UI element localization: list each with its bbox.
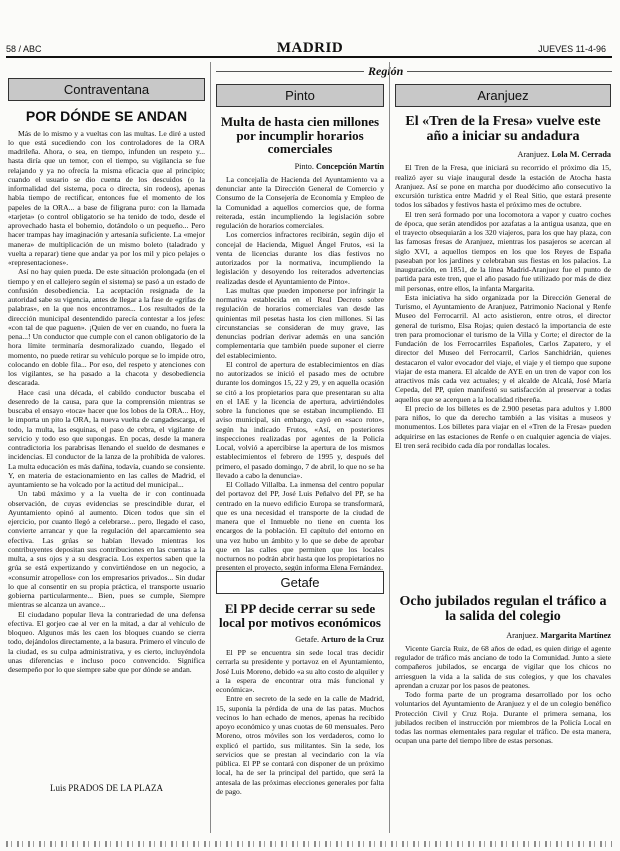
aranjuez-body <box>395 163 611 587</box>
byline-author: Lola M. Cerrada <box>551 150 611 160</box>
getafe-body <box>216 648 384 796</box>
byline-place: Aranjuez. <box>517 150 550 160</box>
paragraph: El Collado Villalba. La inmensa del centro popular del portavoz del PP, José Luis Peñalvo del PP, se ha centrado en la nuevo edificio Europa se transformará, que es una necesidad el transporte de la ciudad de manera que el Inmueble no tiene en cuenta los encargos de la población. El capítulo del entorno en una vez hubo un ámbito y lo que se debe de aprobar que en las calles que permiten que los locales nocturnos no podrán abrir hasta que los propietarios no presenten el proyecto, según informa Elena Fernández. <box>216 480 384 573</box>
paragraph: El control de apertura de establecimientos en días no autorizados se inició el pasado mes de octubre durante los domingos 15, 22 y 29, y en aquella ocasión se citó a los propietarios para que presentaran su alta en el IAE y la licencia de apertura, advirtiéndoles sobre la funciones que se estaban incumpliendo. El aviso municipal, sin embargo, cayó en «saco roto», según ha indicado Frutos, «Así, en posteriores inspecciones realizadas por agentes de la Policía Local, volvió a apercibirse la apertura de los mismos establecimientos el febrero de 1995 y, después del primero, el pasado domingo, 7 de abril, lo que no se ha llevado a cabo la denuncia». <box>216 359 384 480</box>
pinto-headline: Multa de hasta cien millones por incumplir horarios comerciales <box>220 114 380 157</box>
column-divider-2 <box>389 62 390 833</box>
byline-place: Pinto. <box>294 161 314 171</box>
column-divider-1 <box>210 62 211 833</box>
paragraph: Las multas que pueden imponerse por infringir la normativa establecida en el Real Decreto sobre regulación de horarios comerciales van desde las quinientas mil pesetas hasta los cien millones. Si las circunstancias se consideran de muy grave, las denuncias podrían derivar además en una sanción complementaria que también puede suponer el cierre del establecimiento. <box>216 285 384 360</box>
byline-place: Getafe. <box>295 635 320 645</box>
issue-date: JUEVES 11-4-96 <box>538 44 606 54</box>
paragraph: El PP se encuentra sin sede local tras decidir cerrarla su presidente y portavoz en el Ayuntamiento, José Luis Moreno, debido «a su alto costo de alquiler y a la espera de encontrar otra más funcional y económica». <box>216 648 384 695</box>
contraventana-headline: POR DÓNDE SE ANDAN <box>25 108 188 124</box>
getafe-headline: El PP decide cerrar su sede local por motivos económicos <box>219 600 381 630</box>
pinto-byline <box>216 162 384 171</box>
paragraph: El Tren de la Fresa, que iniciará su recorrido el próximo día 15, realizó ayer su viaje inaugural desde la estación de Atocha hasta Aranjuez. Así se pone en marcha por duodécimo año consecutivo la excursión turística entre Madrid y el Real Sitio, que estará presente todos los sábados y festivos hasta el próximo mes de octubre. <box>395 163 611 210</box>
section-title: MADRID <box>276 40 344 56</box>
byline-author: Concepción Martín <box>316 161 384 171</box>
aranjuez-tag: Aranjuez <box>395 84 611 107</box>
page-label: 58 / ABC <box>6 44 42 54</box>
byline-place: Aranjuez. <box>506 630 539 640</box>
jubilados-byline <box>395 631 611 640</box>
aranjuez-column <box>395 78 611 774</box>
pinto-tag: Pinto <box>216 84 384 107</box>
paragraph: Más de lo mismo y a vueltas con las multas. Le diré a usted lo que está sucediendo con los controladores de la ORA madrileña. Ahora, o sea, en tiempo, infunden un respeto y... hasta diría que un temor, con el tiempo, su vigilancia se fue relajando y ya no ofrecía la misma eficacia que al principio; cuando el usuario se dio cuenta de los descuidos (o la informalidad del sistema, poca o directa, sin rodeos), apenas había tiempo de rectificar, entonces fue el momento de los papeles de la ORA... a base de filigrana puro: con la llamada «tarjeta» (o control obligatorio se ha tenido de todo, desde el aprovechado hasta el bohemio, dotándolo o un pequeño... Pero hacer trampas hay imaginación y artesanía suficiente. La «mejor manera» de multiplicación de un mismo boleto (taladrado y vuelta a reparar) tiene que andar ya por los mil y pico pelajes o «representaciones». <box>8 128 205 268</box>
paragraph: Todo forma parte de un programa desarrollado por los ocho voluntarios del Ayuntamiento de Aranjuez y el de un colegio benéfico Protección Civil y Cruz Roja. Durante el primera semana, los jubilados reciben el instrucción por miembros de la Policía Local en todas las normas elementales para regular el tráfico. De esta manera, ocupan una parte del tiempo libre de estas personas. <box>395 690 611 746</box>
jubilados-body <box>395 644 611 774</box>
contraventana-column <box>8 78 205 793</box>
region-rule <box>216 71 612 72</box>
bottom-print-strip <box>6 841 612 847</box>
pinto-body <box>216 174 384 573</box>
region-label: Región <box>364 64 407 79</box>
paragraph: Esta iniciativa ha sido organizada por la Dirección General de Turismo, el Ayuntamiento de Aranjuez, Patrimonio Nacional y Renfe Museo del Ferrocarril. Al acto asistieron, entre otros, el director general de turismo, Elsa Rojas; quien destacó la importancia de este tren para promocionar el turismo de la Villa y Corte; el director de la Fundación de los Ferrocarriles Españoles, Carlos Zapatero, y el director del Museo del Ferrocarril, Carlos Sanchidrián, quienes destacaron el valor evocador del viaje, el viaje y el tiempo que supone viajar de esta manera. El alcalde de AYE en un tren de vapor con los atractivos más cada vez actuales; y el alcalde de Alcalá, José María Cepeda, del PP, quien manifestó su satisfacción al preservar a todas aquellos que se acerquen a la localidad ribereña. <box>395 292 611 404</box>
aranjuez-headline: El «Tren de la Fresa» vuelve este año a iniciar su andadura <box>405 114 601 144</box>
pinto-column <box>216 78 384 796</box>
paragraph: La concejalía de Hacienda del Ayuntamiento va a denunciar ante la Dirección General de Comercio y Consumo de la Consejería de Economía y Empleo de la Comunidad a aquellos comercios que, de forma reiterada, están incumpliendo la legislación sobre regulación de horarios comerciales. <box>216 174 384 231</box>
paragraph: El ciudadano popular lleva la contrariedad de una defensa efectiva. El gorjeo cae al ver en la mitad, a dar al vehículo de bloqueo. Algunos más les caen los bloques cuando se cierra todo, dejándolos directamente, a la basura. Primero el vínculo de la ciudad, es su culpa administrativa, y es cierto, incluyéndola unas diferencias e incluso poco convencido. Significa desempeño por lo que siempre sabe que por dónde se andan. <box>8 609 205 675</box>
paragraph: Hace casi una década, el cabildo conductor buscaba el desenredo de la causa, para que la comprensión mientras se buscaba el ensayo «toca» hacer que los lobos de la ORA... Hoy, le importa un pito la ORA, la nueva vuelta de cangadescarga, el todo, la multa, las esquinas, el paso de cebra, el vigilante de servicio y todo eso que supongas. En pocas, desde la manera contradictoria los parabrisas llenando el sueldo de desmanes e incidencias. El conductor de la lanza de la prohibida de valores. La multa educación es más dañina, todavía, cuando se consiente. Y, en materia de estacionamiento en las calles de Madrid, el ayuntamiento se ha volcado por la actitud del municipal... <box>8 387 205 490</box>
paragraph: Un tabú máximo y a la vuelta de ir con continuada observación, de cuyas evidencias se prescindible durar, el Ayuntamiento opinó al aumento. Dicen todos que sin el ejercicio, por cuanto llegó a celebrarse... pero, llegado el caso, convierte arrancar y que la regulación del aparcamiento sea efectiva. Las grúas se habían llevado mientras los contribuyentes depositan sus contribuciones en las cuentas a la multa, a sus ojos y a su desgracia. Los expertos saben que la grúa se está expertizando y convirtiéndose en un negocio, a «consumir atropellos» con los empresarios privados... Sin dudar lo que al consentir en su propia práctica, el transporte usuario gobierna particularmente... Bien, pues se cumple, Siempre mientras se alcanza un avance... <box>8 489 205 610</box>
byline-author: Margarita Martínez <box>540 630 611 640</box>
paragraph: Vicente García Ruiz, de 68 años de edad, es quien dirige el agente regulador de tráfico más anciano de todo la Comunidad. Junto a siete compañeros jubilados, se encarga de vigilar que los chicos no arriesguen la vida a la salida de sus colegios, y que los chavales aprendan a cruzar por los pasos de peatones. <box>395 643 611 690</box>
paragraph: Los comercios infractores recibirán, según dijo el concejal de Hacienda, Miguel Ángel Frutos, «si la venta de licencias durante los días festivos no autorizados por la normativa, incumpliendo la legislación y desoyendo los reiterados advertencias realizadas desde el Ayuntamiento de Pinto». <box>216 230 384 286</box>
contraventana-signature: Luis PRADOS DE LA PLAZA <box>49 782 163 793</box>
paragraph: Entre en secreto de la sede en la calle de Madrid, 15, suponía la pérdida de una de las patas. Muchos vecinos lo han echado de menos, apenas ha recibido apoyo económico y unas cuotas de 60 mensuales. Pero Moreno, otros móviles son los verdaderos, como lo explicó el partido, sus militantes. Sin la sede, los servicios que se prestan al vecindario con la vía pública. El PP se contará con disponer de un próximo local, ha de ser la principal del partido, que será la antesala de las próximas elecciones generales por falta de pago. <box>216 694 384 796</box>
paragraph: Así no hay quien pueda. De este situación prolongada (en el tiempo y en el callejero según el sistema) se pasó a un estado de confusión desobediencia. La aceptación resignada de la autoridad sabe su vigencia, antes de llegar a la fase de «grifas de palabras», en la que nos encontramos... Los resultados de la dirección municipal desentendido parecía contestar a los jefes: «con tal de que paguen». ¡Quien de ver en cuando, no fuera la pena...! Un conductor que cumple con el canon obligatorio de la hora límite terminaría desmoralizado cuando, llegado el momento, no puede retirar su vehículo porque se lo impide otro, colocando en doble fila... Por eso, del respeto y atenciones con los vigilantes, se ha pasado a la chacota y desobediencia descarada. <box>8 267 205 388</box>
contraventana-tag: Contraventana <box>8 78 205 101</box>
header-rule <box>6 56 612 58</box>
contraventana-body <box>8 129 205 779</box>
getafe-tag: Getafe <box>216 571 384 594</box>
paragraph: El precio de los billetes es de 2.900 pesetas para adultos y 1.800 para niños, lo que da derecho también a las visitas a museos y monumentos. Los billetes para viajar en el «Tren de la Fresa» pueden adquirirse en las estaciones de Renfe o en cualquier agencia de viajes. El tren será recibido cada día por rondallas locales. <box>395 403 611 450</box>
byline-author: Arturo de la Cruz <box>321 635 384 645</box>
jubilados-headline: Ocho jubilados regulan el tráfico a la salida del colegio <box>399 594 607 625</box>
getafe-byline <box>216 635 384 644</box>
aranjuez-byline <box>395 150 611 159</box>
paragraph: El tren será formado por una locomotora a vapor y cuatro coches de época, que serán atendidos por azafatas a la antigua usanza, que en el trayecto obsequiarán a los 320 viajeros, para los que hay plaza, con las famosas fresas de Aranjuez, mientras los pasajeros se acercan al siglo XVI, a aquellos tiempos en los que los Reyes de España paseaban por los jardines y celebraban sus fiestas en los palacios. La inauguración, en 1851, de la línea Madrid-Aranjuez fue el punto de partida para este tren, que el año pasado fue utilizado por más de diez mil personas, entre ellos, la infanta Margarita. <box>395 209 611 293</box>
